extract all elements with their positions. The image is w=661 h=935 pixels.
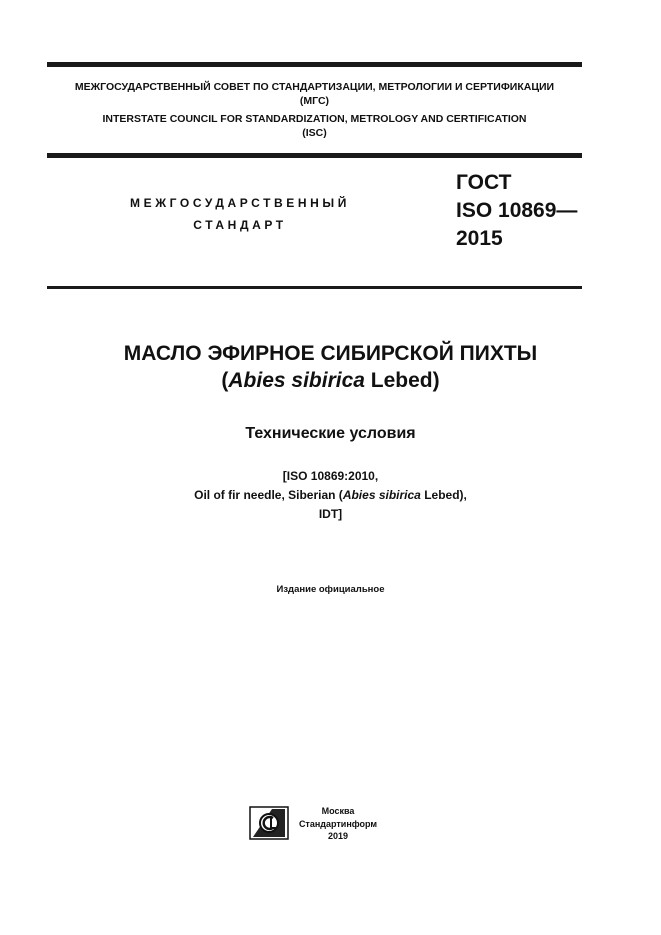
council-en-abbr: (ISC): [302, 127, 327, 139]
standartinform-logo-icon: [249, 806, 289, 840]
council-ru-text: МЕЖГОСУДАРСТВЕННЫЙ СОВЕТ ПО СТАНДАРТИЗАЦИИ, МЕТРОЛОГИИ И СЕРТИФИКАЦИИ: [74, 81, 555, 93]
council-en-text: INTERSTATE COUNCIL FOR STANDARDIZATION, METROLOGY AND CERTIFICATION: [102, 113, 527, 125]
iso-ref-line2-suffix: Lebed),: [420, 488, 467, 502]
iso-ref-species: Abies sibirica: [342, 488, 421, 502]
document-subtitle: Технические условия: [245, 425, 416, 442]
iso-ref-line2: [47, 486, 614, 505]
iso-ref-line3: IDT]: [318, 507, 343, 521]
standard-type-line2: СТАНДАРТ: [193, 218, 287, 232]
standard-type-line1: МЕЖГОСУДАРСТВЕННЫЙ: [130, 196, 350, 210]
publisher-info: [293, 805, 383, 843]
top-rule: [47, 62, 582, 67]
title-line2: [47, 367, 614, 394]
standard-number: ISO 10869—: [456, 199, 578, 222]
standard-year: 2015: [456, 227, 503, 250]
edition-label: Издание официальное: [276, 584, 385, 595]
document-title: [47, 340, 614, 394]
lower-rule: [47, 286, 582, 289]
gost-label: ГОСТ: [456, 171, 512, 194]
standard-type: [110, 192, 370, 236]
standard-designation: [456, 169, 577, 253]
title-species: Abies sibirica: [228, 369, 365, 392]
council-ru-abbr: (МГС): [299, 95, 330, 107]
council-name-ru: [47, 80, 582, 108]
iso-reference: [47, 467, 614, 524]
publisher-name: Стандартинформ: [298, 818, 378, 829]
iso-ref-line2-prefix: Oil of fir needle, Siberian (: [194, 488, 343, 502]
publisher-year: 2019: [327, 831, 349, 841]
iso-ref-line1: [ISO 10869:2010,: [282, 469, 379, 483]
title-line1: МАСЛО ЭФИРНОЕ СИБИРСКОЙ ПИХТЫ: [123, 342, 538, 365]
publisher-city: Москва: [321, 806, 355, 816]
council-name-en: [47, 112, 582, 140]
middle-rule: [47, 153, 582, 158]
title-open-paren: (: [221, 369, 229, 392]
title-author: Lebed): [364, 369, 440, 392]
